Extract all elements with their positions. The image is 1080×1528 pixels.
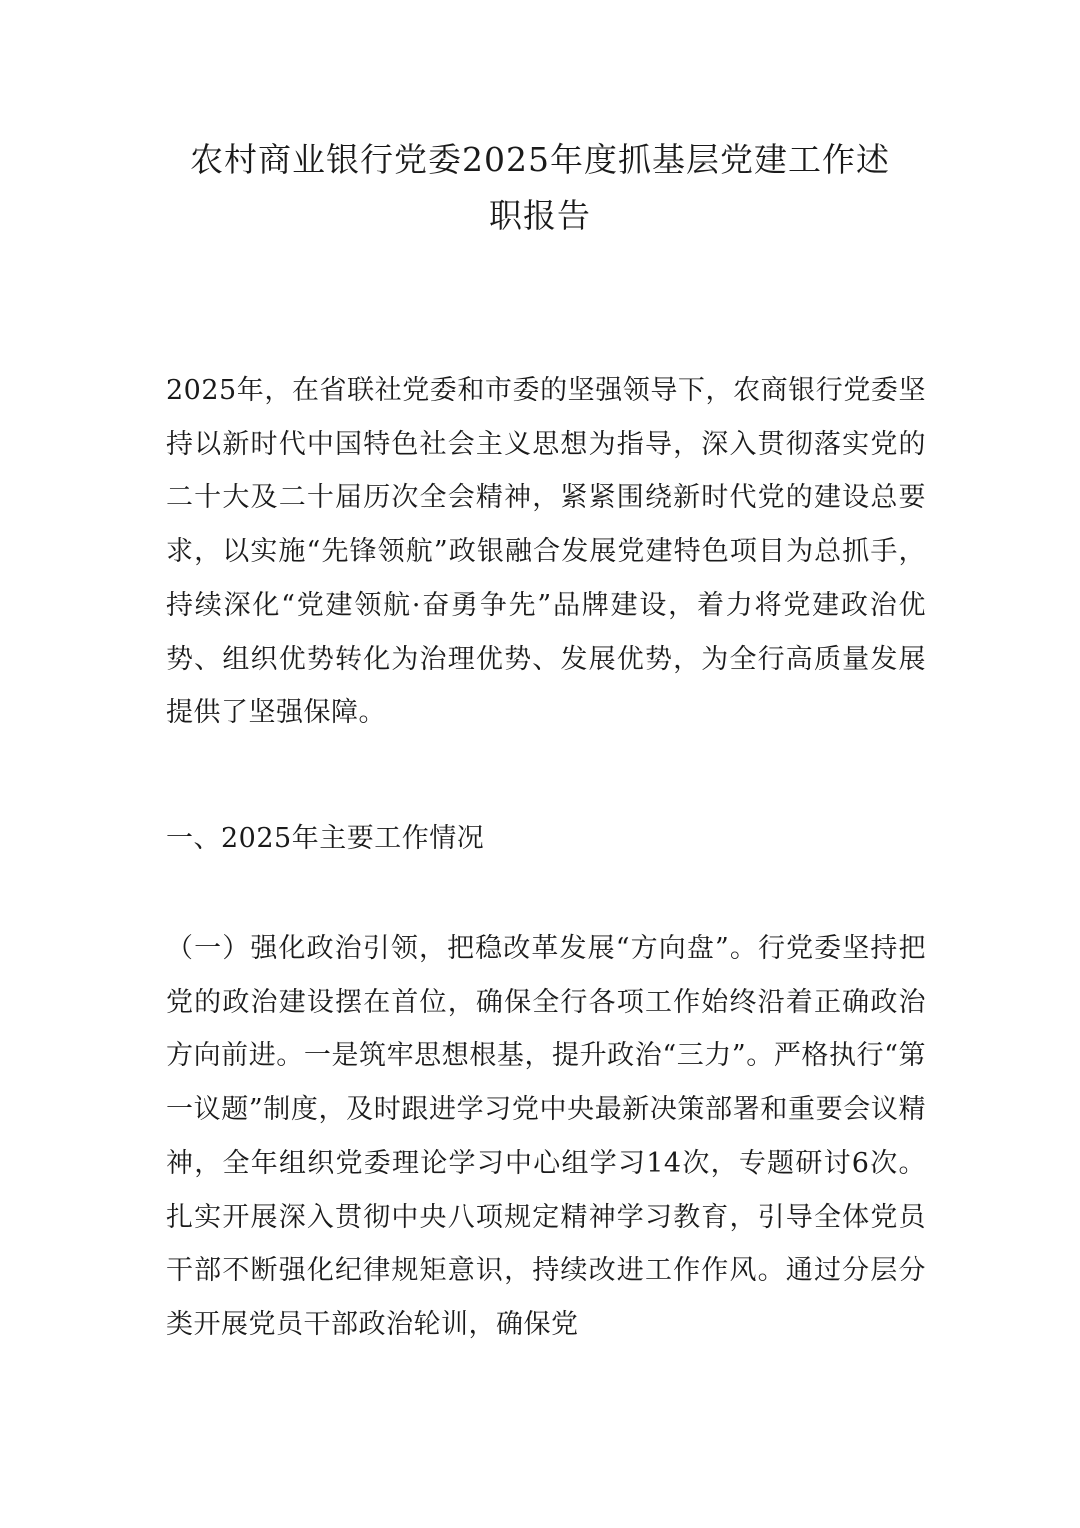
intro-paragraph: 2025年，在省联社党委和市委的坚强领导下，农商银行党委坚持以新时代中国特色社会主义思想为指导，深入贯彻落实党的二十大及二十届历次全会精神，紧紧围绕新时代党的建设总要求，以实施“先锋领航”政银融合发展党建特色项目为总抓手，持续深化“党建领航·奋勇争先”品牌建设，着力将党建政治优势、组织优势转化为治理优势、发展优势，为全行高质量发展提供了坚强保障。 [166, 375, 926, 729]
section-paragraph: （一）强化政治引领，把稳改革发展“方向盘”。行党委坚持把党的政治建设摆在首位，确保全行各项工作始终沿着正确政治方向前进。一是筑牢思想根基，提升政治“三力”。严格执行“第一议题”制度，及时跟进学习党中央最新决策部署和重要会议精神，全年组织党委理论学习中心组学习14次，专题研讨6次。扎实开展深入贯彻中央八项规定精神学习教育，引导全体党员干部不断强化纪律规矩意识，持续改进工作作风。通过分层分类开展党员干部政治轮训，确保党 [166, 933, 926, 1340]
title-line-1: 农村商业银行党委2025年度抓基层党建工作述 [190, 140, 890, 179]
document-title [100, 132, 980, 244]
title-line-2: 职报告 [489, 196, 591, 235]
section-heading: 一、2025年主要工作情况 [166, 823, 485, 854]
